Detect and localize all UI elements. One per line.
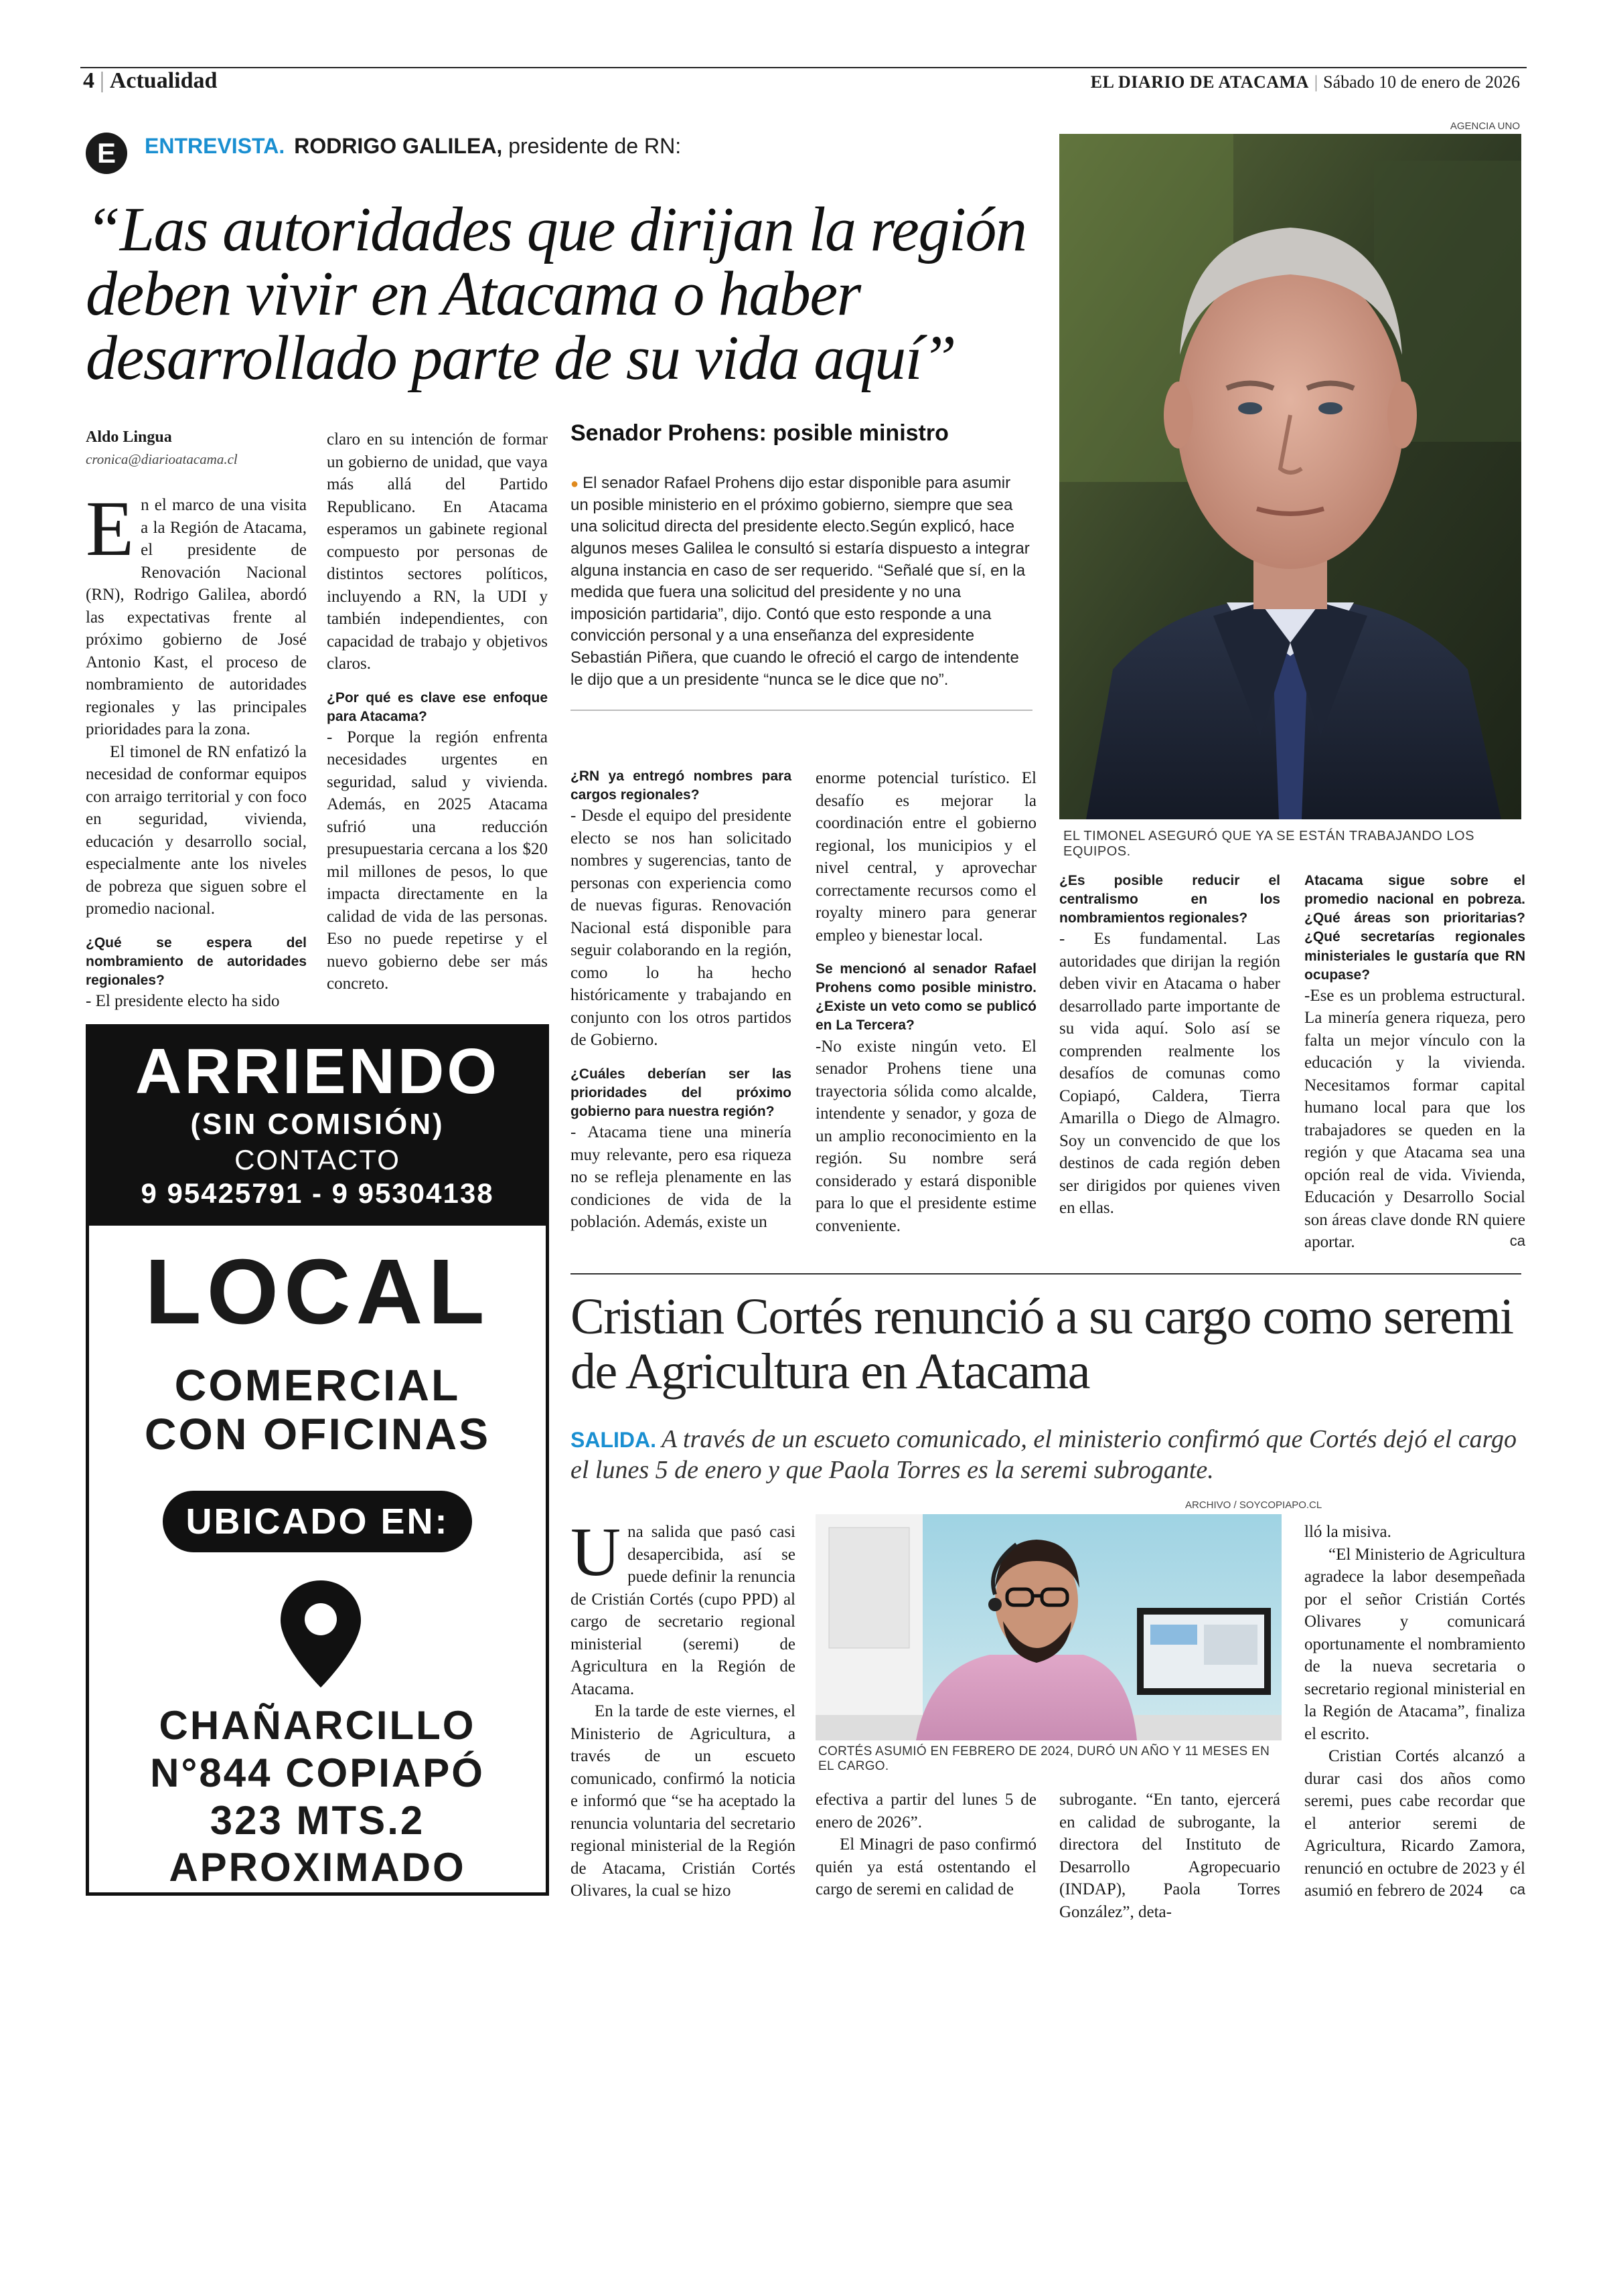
question: Se mencionó al senador Rafael Prohens como posible ministro. ¿Existe un veto como se publicó en La Tercera? — [816, 961, 1037, 1034]
paragraph: El timonel de RN enfatizó la necesidad de conformar equipos con arraigo territorial y con foco en seguridad, vivienda, educación y desarrollo social, especialmente ante los niveles de pobreza que siguen sobre el promedio nacional. — [86, 742, 307, 918]
portrait-illustration — [1059, 134, 1521, 819]
interview-headline: “Las autoridades que dirijan la región deben vivir en Atacama o haber desarrollado parte de su vida aquí” — [86, 195, 1026, 393]
author-name: Aldo Lingua — [86, 428, 172, 446]
answer: -No existe ningún veto. El senador Prohens tiene una trayectoria sólida como alcalde, intendente y senador, y goza de un amplio reconocimiento en la región. Su nombre será considerado y estará disponible para lo que el presidente estime conveniente. — [816, 1037, 1037, 1235]
ad-contact-label: CONTACTO — [234, 1144, 400, 1175]
article2-headline: Cristian Cortés renunció a su cargo como seremi de Agricultura en Atacama — [570, 1289, 1513, 1400]
interview-column-1 — [86, 485, 307, 1012]
kicker-subject: RODRIGO GALILEA, — [294, 134, 503, 158]
question: Atacama sigue sobre el promedio nacional en pobreza. ¿Qué áreas son prioritarias? ¿Qué secretarías regionales ministeriales le gustaría que RN ocupase? — [1304, 873, 1525, 983]
portrait-photo — [1059, 134, 1521, 819]
question: ¿Por qué es clave ese enfoque para Atacama? — [327, 689, 548, 724]
article2-deck: SALIDA. A través de un escueto comunicado, el ministerio confirmó que Cortés dejó el cargo el lunes 5 de enero y que Paola Torres es la seremi subrogante. — [570, 1425, 1517, 1484]
answer-continued: claro en su intención de formar un gobierno de unidad, que vaya más allá del Partido Republicano. En Atacama esperamos un gabinete regional compuesto por personas de distintos sectores políticos, incluyendo a RN, la UDI y también independientes, con capacidad de trabajo y objetivos claros. — [327, 430, 548, 673]
photo-credit: AGENCIA UNO — [1450, 120, 1520, 132]
drop-cap: E — [86, 485, 135, 572]
interview-column-3 — [570, 767, 791, 1234]
ad-address-line: 323 MTS.2 — [210, 1797, 425, 1843]
header-rule — [80, 67, 1527, 68]
office-photo-illustration — [816, 1514, 1282, 1740]
ad-address-line: APROXIMADO — [169, 1845, 466, 1890]
deck-label: SALIDA. — [570, 1428, 656, 1452]
ad-phone-numbers: 9 95425791 - 9 95304138 — [141, 1177, 494, 1209]
paragraph: “El Ministerio de Agricultura agradece la labor desempeñada por el señor Cristián Cortés Olivares y comunicará oportunamente el nombramiento de la nueva secretaria o secretario regional ministerial en la Región de Atacama”, finaliza el escrito. — [1304, 1545, 1525, 1743]
ad-description-line: CON OFICINAS — [144, 1408, 491, 1459]
answer: - Atacama tiene una minería muy relevante, pero esa riqueza no se refleja plenamente en las condiciones de vida de la población. Además, existe un — [570, 1123, 791, 1232]
article-divider — [570, 1273, 1521, 1275]
intro-paragraph: En el marco de una visita a la Región de Atacama, el presidente de Renovación Nacional (RN), Rodrigo Galilea, abordó las expectativas frente al próximo gobierno de José Antonio Kast, el proceso de nombramiento de autoridades regionales y las principales prioridades para la zona. — [86, 485, 307, 738]
paragraph: efectiva a partir del lunes 5 de enero de 2026”. — [816, 1791, 1037, 1831]
paragraph: El Minagri de paso confirmó quién ya está ostentando el cargo de seremi en calidad de — [816, 1835, 1037, 1898]
interview-badge: E — [86, 133, 127, 174]
bullet-icon: ● — [570, 477, 579, 491]
photo2-caption: CORTÉS ASUMIÓ EN FEBRERO DE 2024, DURÓ UN AÑO Y 11 MESES EN EL CARGO. — [818, 1744, 1270, 1773]
section-name: Actualidad — [109, 68, 218, 93]
article2-photo — [816, 1514, 1282, 1740]
interview-column-2 — [327, 428, 548, 995]
article2-column-4 — [1304, 1521, 1525, 1902]
interview-column-6 — [1304, 872, 1525, 1254]
photo2-credit: ARCHIVO / SOYCOPIAPO.CL — [1185, 1499, 1322, 1511]
sidebar-box-title: Senador Prohens: posible ministro — [570, 420, 949, 446]
drop-cap: U — [570, 1513, 621, 1590]
article2-column-1 — [570, 1513, 795, 1902]
ad-address-line: CHAÑARCILLO — [159, 1703, 476, 1748]
page-number: 4 — [83, 68, 94, 93]
ad-description — [89, 1361, 546, 1458]
ad-title: ARRIENDO — [135, 1036, 500, 1107]
paragraph: lló la misiva. — [1304, 1523, 1391, 1541]
article2-column-3 — [1059, 1789, 1280, 1923]
issue-date: Sábado 10 de enero de 2026 — [1323, 72, 1520, 92]
interview-column-4 — [816, 767, 1037, 1237]
page-header-right: EL DIARIO DE ATACAMA | Sábado 10 de enero de 2026 — [1090, 72, 1520, 92]
answer: - Desde el equipo del presidente electo se nos han solicitado nombres y sugerencias, tanto de personas con experiencia como de nuevas figuras. Renovación Nacional está disponible para seguir colaborando en la región, como lo ha hecho históricamente y trabajando en conjunto con los otros partidos de Gobierno. — [570, 807, 791, 1050]
ad-subtitle: (SIN COMISIÓN) — [190, 1108, 445, 1141]
question: ¿Es posible reducir el centralismo en los nombramientos regionales? — [1059, 873, 1280, 926]
sidebar-box-rule — [570, 710, 1032, 711]
ad-address-line: N°844 COPIAPÓ — [150, 1750, 485, 1795]
ad-header-block — [89, 1028, 546, 1226]
question: ¿Cuáles deberían ser las prioridades del próximo gobierno para nuestra región? — [570, 1066, 791, 1119]
kicker-label: ENTREVISTA. — [145, 134, 285, 158]
classified-ad — [86, 1024, 549, 1896]
answer: -Ese es un problema estructural. La minería genera riqueza, pero falta un mejor vínculo con la educación y la vivienda. Necesitamos formar capital humano local para que los trabajadores se queden en la región y que Atacama sea una opción real de vida. Vivienda, Educación y Desarrollo Social son áreas clave donde RN quiere aportar. ca — [1304, 986, 1525, 1252]
location-pin-icon — [281, 1580, 361, 1688]
sidebar-box-text: ● El senador Rafael Prohens dijo estar disponible para asumir un posible ministerio en el próximo gobierno, siempre que sea una solicitud directa del presidente electo.Según explicó, hace algunos meses Galilea le consultó si estaría dispuesto a integrar alguna instancia en caso de ser requerido. “Señalé que sí, en la medida que fuera una solicitud del presidente y no una imposición partidaria”, dijo. Contó que esto responde a una convicción personal y a una enseñanza del expresidente Sebastián Piñera, que cuando le ofreció el cargo de intendente le dijo que a un presidente “nunca se le dice que no”. — [570, 474, 1030, 689]
page-header-left: 4 | Actualidad — [83, 68, 218, 93]
kicker-role: presidente de RN: — [508, 134, 682, 158]
interview-column-5 — [1059, 872, 1280, 1220]
question: ¿RN ya entregó nombres para cargos regionales? — [570, 768, 791, 803]
author-email[interactable]: cronica@diarioatacama.cl — [86, 451, 238, 467]
intro-paragraph: Una salida que pasó casi desapercibida, así se puede definir la renuncia de Cristián Cortés (cupo PPD) al cargo de secretario regional ministerial (seremi) de Agricultura en la Región de Atacama. — [570, 1513, 795, 1698]
question: ¿Qué se espera del nombramiento de autoridades regionales? — [86, 934, 307, 988]
interview-kicker — [145, 134, 681, 159]
answer: - Porque la región enfrenta necesidades urgentes en seguridad, salud y vivienda. Además, en 2025 Atacama sufrió una reducción presupuestaria cercana a los $20 mil millones de pesos, lo que impacta directamente en la calidad de vida de las personas. Eso no puede repetirse y el nuevo gobierno debe ser más concreto. — [327, 728, 548, 993]
ad-local: LOCAL — [145, 1240, 490, 1343]
answer: - Es fundamental. Las autoridades que dirijan la región deben vivir en Atacama o haber desarrollado parte importante de su vida aquí. Solo así se comprenden realmente los desafíos de comunas como Copiapó, Caldera, Tierra Amarilla o Diego de Almagro. Soy un convencido de que los destinos de cada región deben ser dirigidos por quienes viven en ellas. — [1059, 930, 1280, 1218]
paragraph: En la tarde de este viernes, el Ministerio de Agricultura, a través de un escueto comunicado, confirmó la noticia e informó que “se ha aceptado la renuncia voluntaria del secretario regional ministerial de la Región de Atacama, Cristián Cortés Olivares, la cual se hizo — [570, 1702, 795, 1900]
ad-description-line: COMERCIAL — [174, 1360, 461, 1410]
paragraph: Cristian Cortés alcanzó a durar casi dos años como seremi, pues cabe recordar que el anterior seremi de Agricultura, Ricardo Zamora, renunció en octubre de 2023 y él asumió en febrero de 2024 ca — [1304, 1747, 1525, 1900]
photo-caption: EL TIMONEL ASEGURÓ QUE YA SE ESTÁN TRABAJANDO LOS EQUIPOS. — [1063, 829, 1474, 859]
newspaper-name: EL DIARIO DE ATACAMA — [1090, 72, 1309, 92]
ad-address — [89, 1702, 546, 1892]
answer: - El presidente electo ha sido — [86, 991, 280, 1010]
end-mark-icon: ca — [1509, 1232, 1525, 1250]
answer-continued: enorme potencial turístico. El desafío es mejorar la coordinación entre el gobierno regional, los municipios y el nivel central, y aprovechar correctamente recursos como el royalty minero para generar empleo y bienestar local. — [816, 769, 1037, 945]
ad-location-label: UBICADO EN: — [163, 1491, 472, 1552]
paragraph: subrogante. “En tanto, ejercerá en calidad de subrogante, la directora del Instituto de Desarrollo Agropecuario (INDAP), Paola Torres González”, deta- — [1059, 1791, 1280, 1921]
end-mark-icon: ca — [1509, 1881, 1525, 1898]
article2-column-2 — [816, 1789, 1037, 1901]
